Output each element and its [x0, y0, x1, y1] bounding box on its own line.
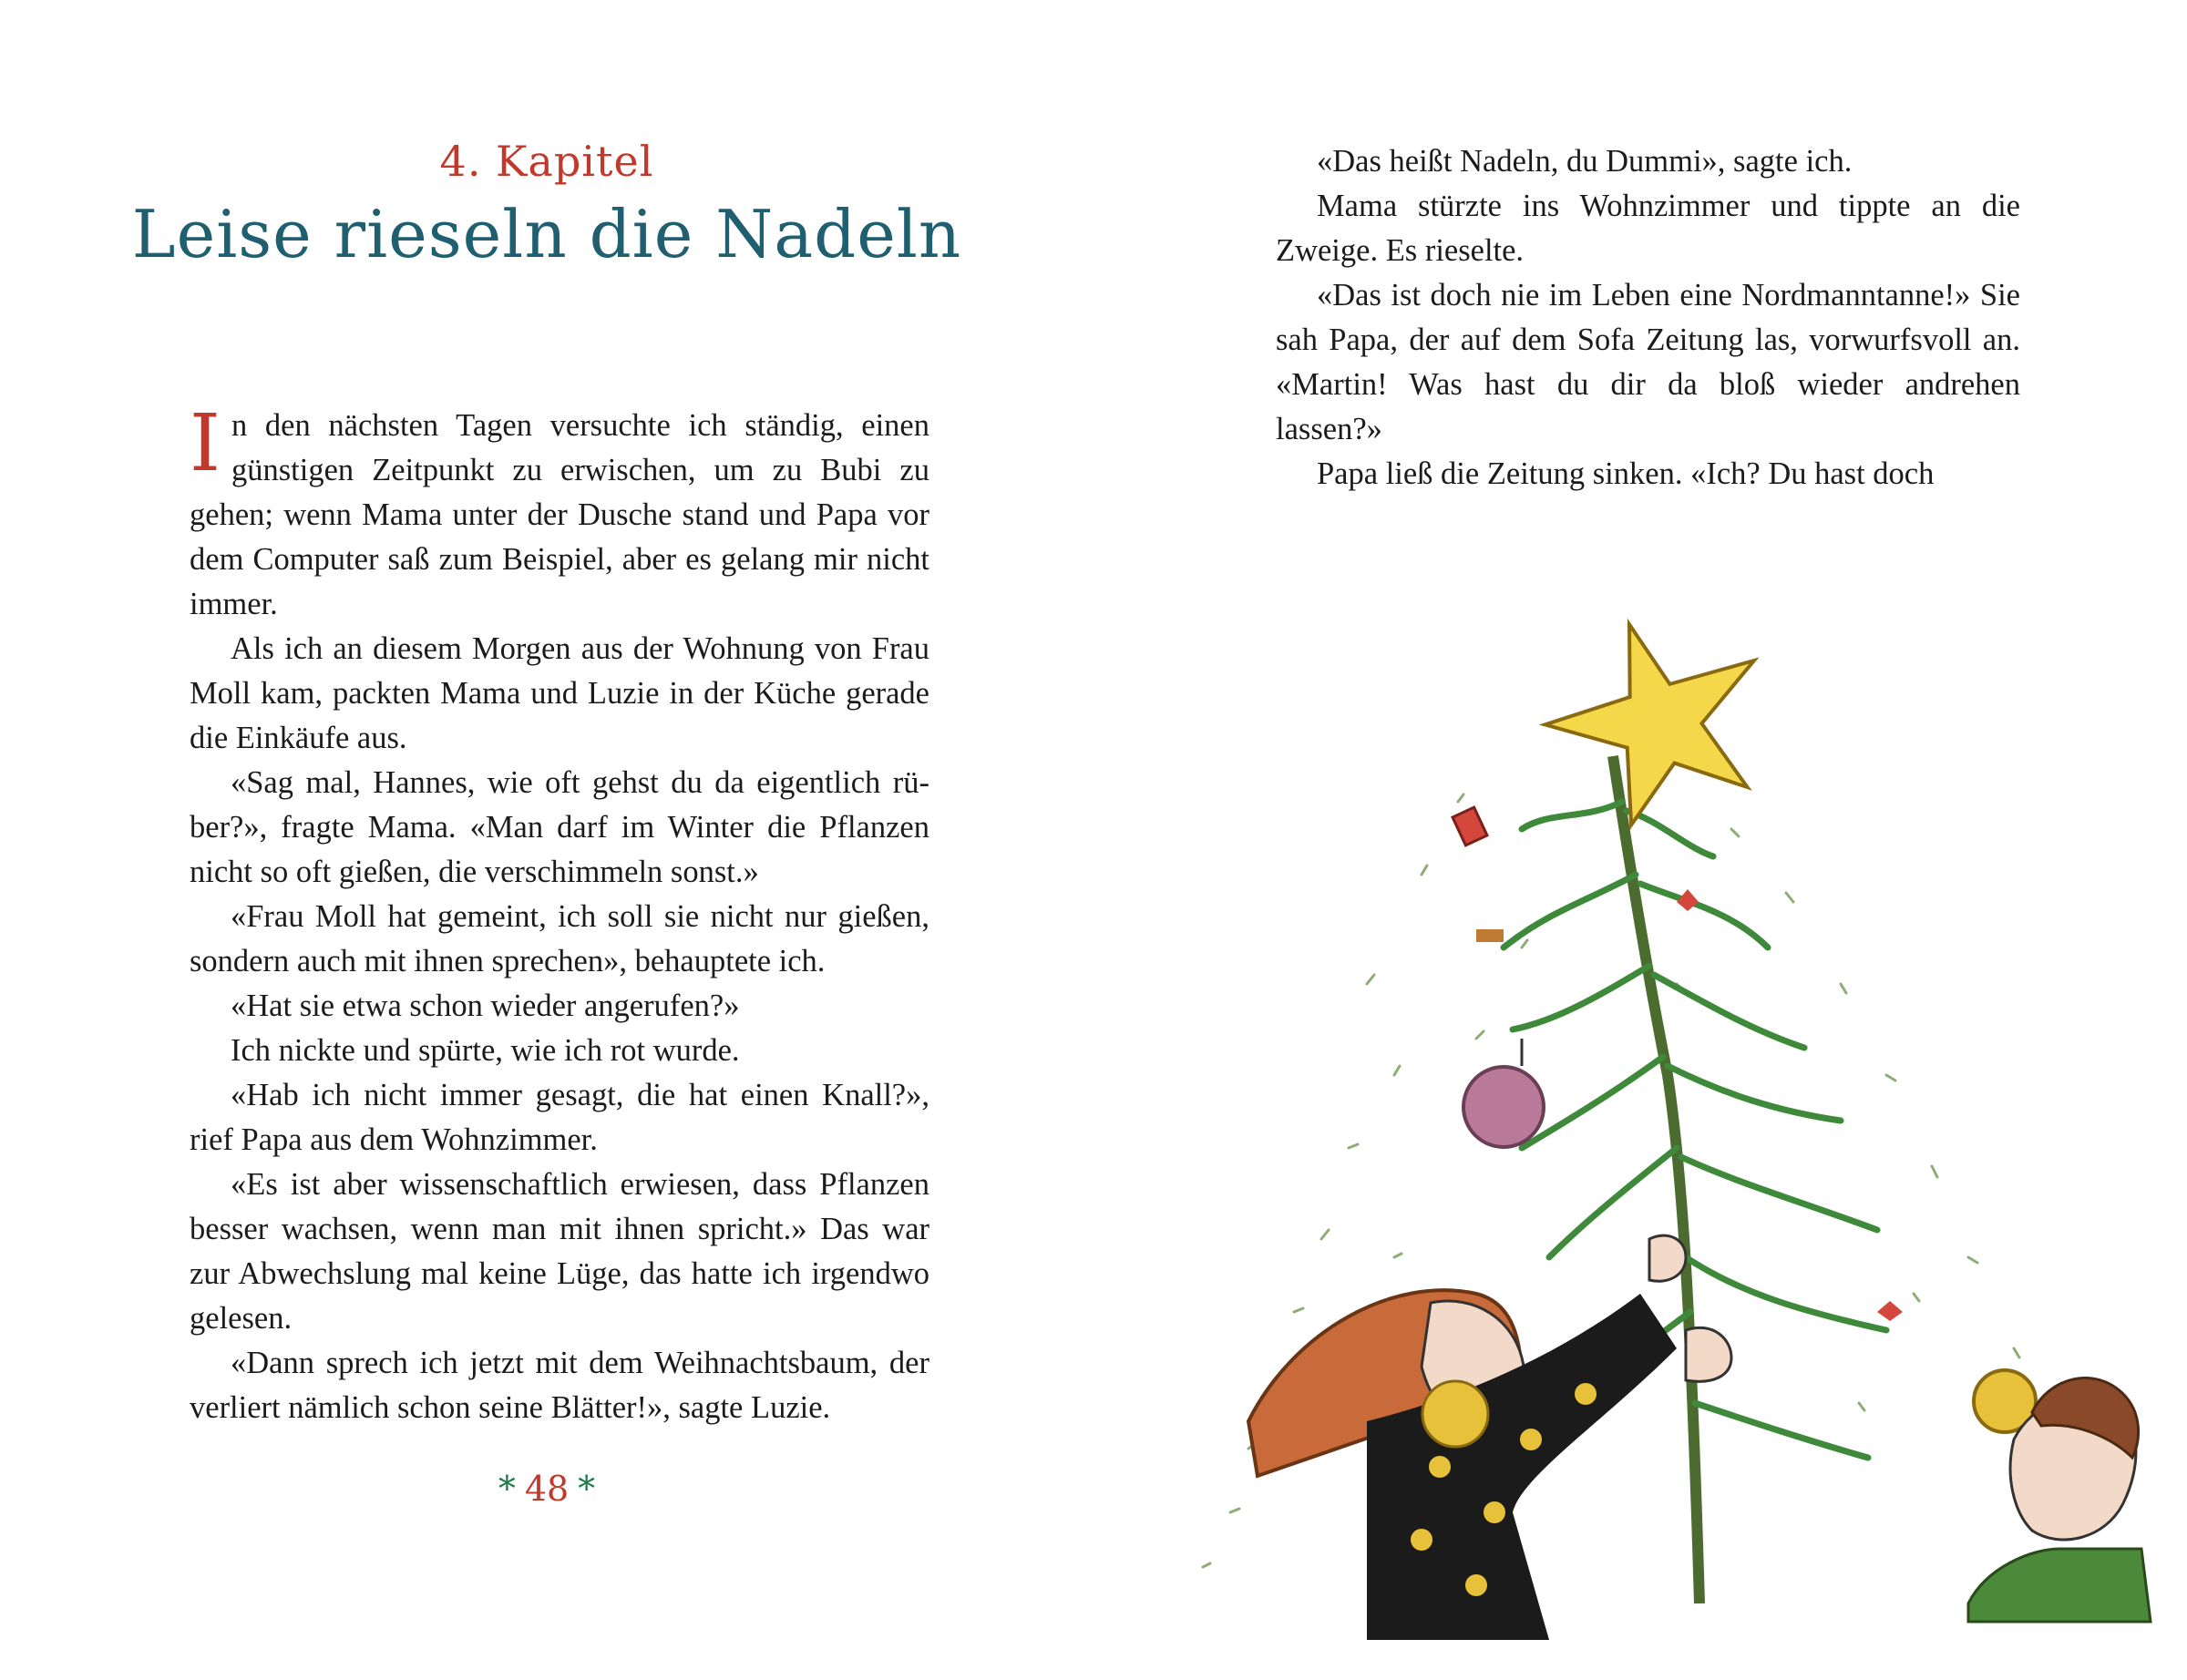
chapter-number: 4. Kapitel — [439, 137, 654, 186]
paragraph: «Es ist aber wissenschaftlich erwiesen, dass Pflanzen besser wachsen, wenn man mit ihnen spricht.» Das war zur Abwechslung mal keine Lüge, das hatte ich irgendwo gelesen. — [190, 1167, 929, 1336]
paragraph: Ich nickte und spürte, wie ich rot wurde. — [231, 1033, 740, 1068]
left-body-text — [190, 398, 929, 1430]
paragraph: «Das heißt Nadeln, du Dummi», sagte ich. — [1317, 144, 1853, 179]
paragraph: Als ich an diesem Morgen aus der Wohnung von Frau Moll kam, packten Mama und Luzie in der Küche gerade die Einkäufe aus. — [190, 631, 929, 755]
ornament-star-icon: * — [498, 1469, 516, 1509]
drop-cap: I — [190, 398, 221, 489]
ornament-purple-icon — [1463, 1067, 1544, 1147]
candle-ornament-icon — [1453, 807, 1487, 845]
paragraph: «Dann sprech ich jetzt mit dem Weihnachtsbaum, der verliert nämlich schon seine Blätter!», sagte Luzie. — [190, 1346, 929, 1425]
boy-shirt — [1968, 1549, 2151, 1622]
mother-hand — [1649, 1235, 1686, 1281]
paragraph: «Hat sie etwa schon wieder angerufen?» — [231, 989, 740, 1023]
page-number-value: 48 — [524, 1469, 570, 1509]
christmas-tree-illustration — [1094, 601, 2187, 1640]
ornament-star-icon: * — [578, 1469, 596, 1509]
page-number — [0, 1469, 1094, 1509]
chapter-title: Leise rieseln die Nadeln — [131, 196, 962, 272]
reindeer-ornament-icon — [1476, 929, 1504, 942]
paragraph: «Das ist doch nie im Leben eine Nordmanntanne!» Sie sah Papa, der auf dem Sofa Zeitung las, vorwurfsvoll an. «Martin! Was hast du dir da bloß wieder andrehen lassen?» — [1276, 278, 2020, 446]
falling-needles — [1203, 794, 2140, 1572]
paragraph — [190, 398, 929, 627]
paragraph: «Sag mal, Hannes, wie oft gehst du da eigentlich rüber?», fragte Mama. «Man darf im Winter die Pflanzen nicht so oft gießen, die verschimmeln sonst.» — [190, 765, 929, 889]
tree-star-icon — [1524, 601, 1791, 841]
paragraph: Mama stürzte ins Wohnzimmer und tippte an die Zweige. Es rieselte. — [1276, 189, 2020, 268]
bird-ornament-icon — [1677, 889, 1699, 911]
paragraph: «Frau Moll hat gemeint, ich soll sie nicht nur gießen, sondern auch mit ihnen sprechen», behauptete ich. — [190, 899, 929, 978]
paragraph: «Hab ich nicht immer gesagt, die hat einen Knall?», rief Papa aus dem Wohnzimmer. — [190, 1078, 929, 1157]
bird-ornament-icon — [1877, 1301, 1903, 1321]
right-page — [1094, 0, 2187, 1680]
paragraph-text: n den nächsten Tagen versuchte ich ständig, einen günstigen Zeitpunkt zu erwischen, um zu Bubi zu gehen; wenn Mama unter der Dusche stand und Papa vor dem Computer saß zum Beispiel, aber es gelang mir nicht immer. — [190, 408, 929, 621]
right-body-text — [1276, 139, 2020, 497]
paragraph: Papa ließ die Zeitung sinken. «Ich? Du hast doch — [1317, 456, 1935, 491]
mother-figure — [1248, 1235, 1731, 1640]
mother-hand — [1686, 1327, 1731, 1381]
ornament-yellow-icon — [1422, 1381, 1488, 1447]
